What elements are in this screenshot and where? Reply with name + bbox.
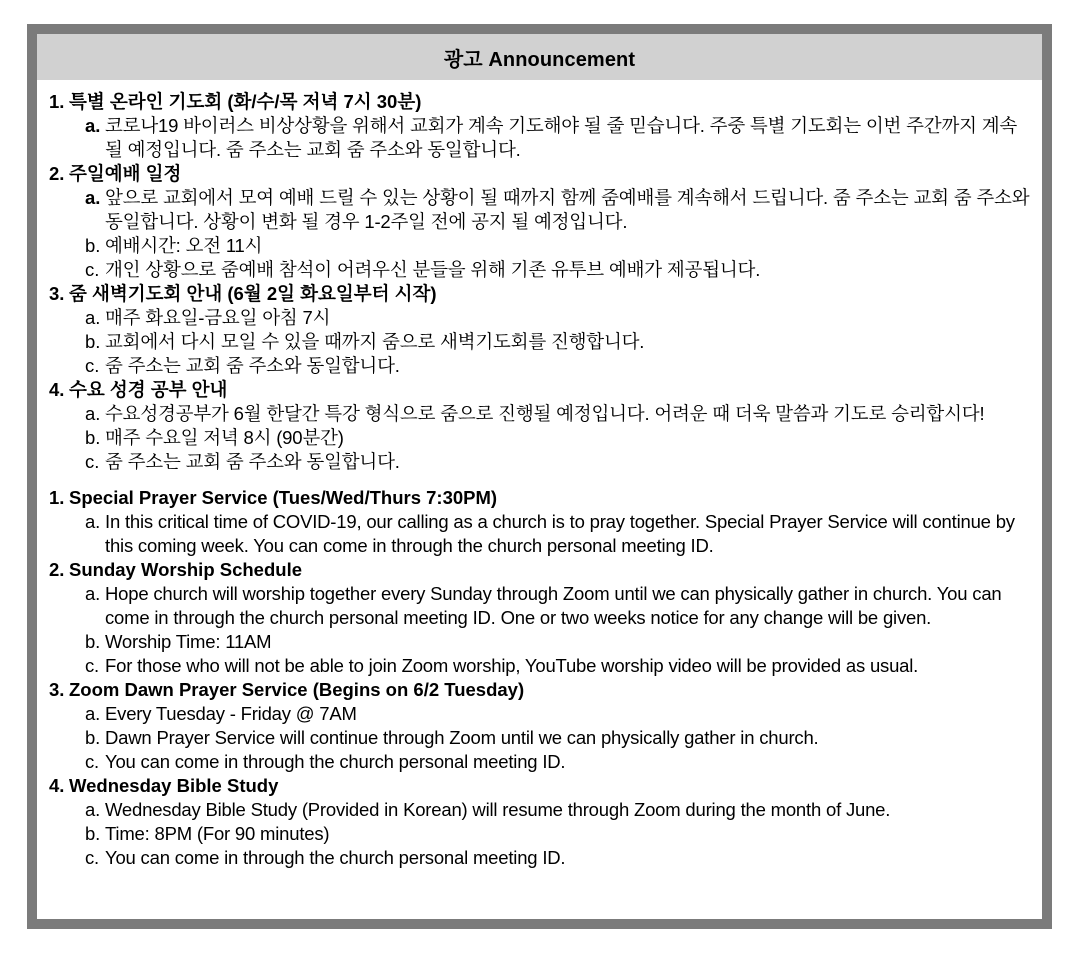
list-item [49, 582, 1042, 630]
en-section-4 [49, 774, 1042, 870]
item-letter: c. [85, 847, 99, 868]
item-text: 줌 주소는 교회 줌 주소와 동일합니다. [105, 355, 400, 376]
ko-section-4 [49, 378, 1042, 474]
section-number: 2. [49, 559, 65, 580]
item-letter: a. [85, 703, 101, 724]
item-letter: b. [85, 331, 101, 352]
item-letter: c. [85, 451, 100, 472]
list-item [49, 426, 1042, 450]
list-item [49, 702, 1042, 726]
section-heading [49, 774, 1042, 798]
section-title: 주일예배 일정 [69, 163, 182, 184]
section-title: 특별 온라인 기도회 (화/수/목 저녁 7시 30분) [69, 91, 422, 112]
item-letter: a. [85, 799, 101, 820]
section-title: Wednesday Bible Study [69, 775, 279, 796]
announcement-content [37, 80, 1042, 870]
item-letter: c. [85, 355, 100, 376]
section-number: 3. [49, 283, 65, 304]
ko-section-3 [49, 282, 1042, 378]
item-text: 개인 상황으로 줌예배 참석이 어려우신 분들을 위해 기존 유투브 예배가 제공됩니다. [105, 259, 761, 280]
item-letter: a. [85, 583, 101, 604]
item-letter: a. [85, 115, 101, 136]
item-letter: a. [85, 403, 101, 424]
item-letter: b. [85, 235, 101, 256]
list-item [49, 114, 1042, 162]
item-text: 코로나19 바이러스 비상상황을 위해서 교회가 계속 기도해야 될 줄 믿습니다. 주중 특별 기도회는 이번 주간까지 계속 될 예정입니다. 줌 주소는 교회 줌 주소와 동일합니다. [105, 115, 1018, 160]
list-item [49, 186, 1042, 234]
item-letter: b. [85, 823, 101, 844]
item-text: Time: 8PM (For 90 minutes) [105, 823, 330, 844]
item-text: 줌 주소는 교회 줌 주소와 동일합니다. [105, 451, 400, 472]
item-letter: a. [85, 511, 101, 532]
item-text: You can come in through the church personal meeting ID. [105, 847, 566, 868]
section-heading [49, 558, 1042, 582]
item-text: In this critical time of COVID-19, our calling as a church is to pray together. Special Prayer Service will continue by this coming week. You can come in through the church personal meeting ID. [105, 511, 1015, 556]
en-section-1 [49, 486, 1042, 558]
section-heading [49, 678, 1042, 702]
list-item [49, 510, 1042, 558]
ko-section-1 [49, 90, 1042, 162]
section-number: 3. [49, 679, 65, 700]
section-number: 1. [49, 487, 65, 508]
language-divider-space [49, 474, 1042, 486]
item-letter: c. [85, 259, 100, 280]
list-item [49, 258, 1042, 282]
list-item [49, 354, 1042, 378]
en-section-3 [49, 678, 1042, 774]
item-text: Hope church will worship together every Sunday through Zoom until we can physically gather in church. You can come in through the church personal meeting ID. One or two weeks notice for any change will be given. [105, 583, 1002, 628]
item-text: 교회에서 다시 모일 수 있을 때까지 줌으로 새벽기도회를 진행합니다. [105, 331, 645, 352]
item-text: For those who will not be able to join Zoom worship, YouTube worship video will be provided as usual. [105, 655, 919, 676]
section-title: 줌 새벽기도회 안내 (6월 2일 화요일부터 시작) [69, 283, 437, 304]
section-heading [49, 486, 1042, 510]
section-heading [49, 90, 1042, 114]
item-letter: c. [85, 751, 99, 772]
section-heading [49, 162, 1042, 186]
list-item [49, 450, 1042, 474]
list-item [49, 330, 1042, 354]
item-letter: b. [85, 727, 101, 748]
item-text: You can come in through the church personal meeting ID. [105, 751, 566, 772]
section-heading [49, 282, 1042, 306]
announcement-header [37, 34, 1042, 80]
item-text: Dawn Prayer Service will continue through Zoom until we can physically gather in church. [105, 727, 819, 748]
list-item [49, 402, 1042, 426]
section-number: 1. [49, 91, 65, 112]
item-letter: b. [85, 427, 101, 448]
ko-section-2 [49, 162, 1042, 282]
section-title: Zoom Dawn Prayer Service (Begins on 6/2 Tuesday) [69, 679, 525, 700]
item-text: Every Tuesday - Friday @ 7AM [105, 703, 357, 724]
list-item [49, 726, 1042, 750]
list-item [49, 654, 1042, 678]
korean-announcements [49, 90, 1042, 474]
item-text: 매주 화요일-금요일 아침 7시 [105, 307, 331, 328]
item-text: 수요성경공부가 6월 한달간 특강 형식으로 줌으로 진행될 예정입니다. 어려운 때 더욱 말씀과 기도로 승리합시다! [105, 403, 985, 424]
item-letter: c. [85, 655, 99, 676]
item-text: Wednesday Bible Study (Provided in Korean) will resume through Zoom during the month of June. [105, 799, 891, 820]
item-letter: b. [85, 631, 101, 652]
item-text: Worship Time: 11AM [105, 631, 272, 652]
announcement-title: 광고 Announcement [443, 48, 636, 71]
item-letter: a. [85, 187, 101, 208]
item-text: 예배시간: 오전 11시 [105, 235, 263, 256]
section-title: Special Prayer Service (Tues/Wed/Thurs 7:30PM) [69, 487, 498, 508]
section-number: 4. [49, 775, 65, 796]
en-section-2 [49, 558, 1042, 678]
section-title: Sunday Worship Schedule [69, 559, 303, 580]
list-item [49, 750, 1042, 774]
item-text: 앞으로 교회에서 모여 예배 드릴 수 있는 상황이 될 때까지 함께 줌예배를 계속해서 드립니다. 줌 주소는 교회 줌 주소와 동일합니다. 상황이 변화 될 경우 1-2주일 전에 공지 될 예정입니다. [105, 187, 1030, 232]
section-number: 2. [49, 163, 65, 184]
list-item [49, 234, 1042, 258]
list-item [49, 822, 1042, 846]
item-text: 매주 수요일 저녁 8시 (90분간) [105, 427, 344, 448]
section-title: 수요 성경 공부 안내 [69, 379, 228, 400]
list-item [49, 630, 1042, 654]
section-number: 4. [49, 379, 65, 400]
announcement-frame [27, 24, 1052, 929]
list-item [49, 798, 1042, 822]
list-item [49, 306, 1042, 330]
section-heading [49, 378, 1042, 402]
list-item [49, 846, 1042, 870]
item-letter: a. [85, 307, 101, 328]
english-announcements [49, 486, 1042, 870]
